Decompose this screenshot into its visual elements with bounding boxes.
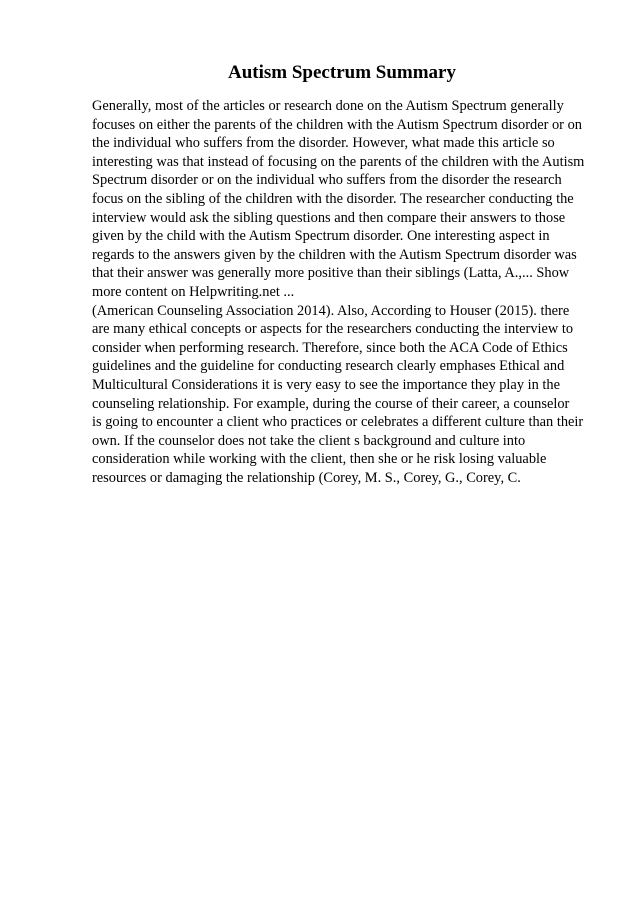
body-line: Generally, most of the articles or research done on the Autism Spectrum generally [92,98,564,114]
body-line: focuses on either the parents of the children with the Autism Spectrum disorder or on [92,116,582,133]
body-line: are many ethical concepts or aspects for the researchers conducting the interview to [92,321,574,338]
body-line: given by the child with the Autism Spectrum disorder. One interesting aspect in [92,228,550,245]
body-line: the individual who suffers from the disorder. However, what made this article so [92,135,555,152]
body-line: focus on the sibling of the children with the disorder. The researcher conducting the [92,190,574,207]
body-line: counseling relationship. For example, during the course of their career, a counselor [92,395,570,412]
body-line: own. If the counselor does not take the client s background and culture into [92,432,526,449]
body-line: consider when performing research. Therefore, since both the ACA Code of Ethics [92,339,568,356]
body-line: regards to the answers given by the children with the Autism Spectrum disorder was [92,246,577,263]
body-line: guidelines and the guideline for conducting research clearly emphases Ethical and [92,358,565,375]
body-line: more content on Helpwriting.net ... [92,283,295,300]
body-line: interesting was that instead of focusing on the parents of the children with the Autism [92,153,585,170]
document-body [92,97,602,487]
body-line: consideration while working with the client, then she or he risk losing valuable [92,451,547,468]
body-line: resources or damaging the relationship (Corey, M. S., Corey, G., Corey, C. [92,469,521,486]
body-line: is going to encounter a client who practices or celebrates a different culture than their [92,414,584,431]
body-line: Multicultural Considerations it is very easy to see the importance they play in the [92,376,560,393]
body-line: (American Counseling Association 2014). Also, According to Houser (2015). there [92,302,570,319]
document-title: Autism Spectrum Summary [228,62,456,83]
body-line: that their answer was generally more positive than their siblings (Latta, A.,... Show [92,265,570,282]
body-line: interview would ask the sibling questions and then compare their answers to those [92,209,566,226]
body-line: Spectrum disorder or on the individual who suffers from the disorder the research [92,172,562,189]
